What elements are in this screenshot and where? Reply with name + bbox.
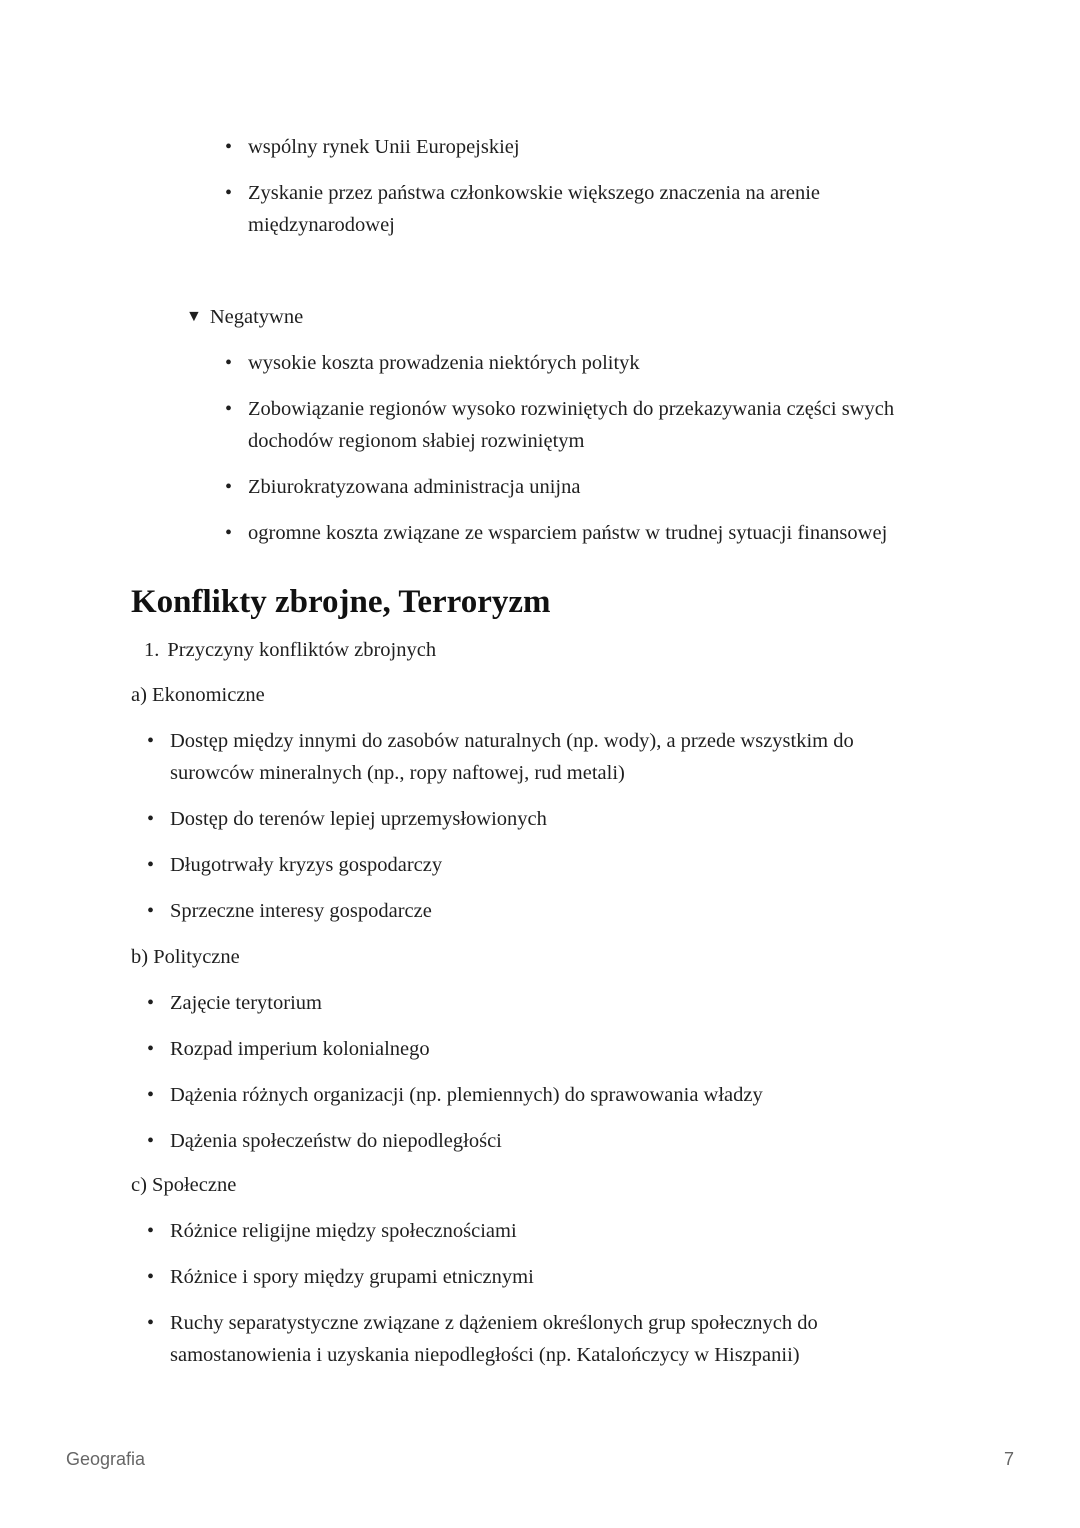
list-item: • Różnice i spory między grupami etnicznymi: [170, 1261, 940, 1293]
section-heading: Konflikty zbrojne, Terroryzm: [131, 584, 551, 620]
bullet-icon: •: [147, 808, 155, 830]
list-number: 1.: [144, 639, 160, 661]
bullet-icon: •: [147, 900, 155, 922]
bullet-icon: •: [147, 992, 155, 1014]
economic-label: a) Ekonomiczne: [131, 684, 265, 706]
political-list: [147, 987, 940, 1171]
list-item: • wysokie koszta prowadzenia niektórych polityk: [248, 347, 968, 379]
list-item: • Ruchy separatystyczne związane z dążeniem określonych grup społecznych do samostanowienia i uzyskania niepodległości (np. Katalończycy w Hiszpanii): [170, 1307, 940, 1371]
positive-list-continuation: [225, 131, 968, 255]
bullet-icon: •: [147, 1312, 155, 1334]
list-item: • Dążenia społeczeństw do niepodległości: [170, 1125, 940, 1157]
bullet-icon: •: [225, 398, 233, 420]
list-item: • Zbiurokratyzowana administracja unijna: [248, 471, 968, 503]
negative-list: [225, 347, 968, 563]
list-item: • Zajęcie terytorium: [170, 987, 940, 1019]
list-item: • Dostęp do terenów lepiej uprzemysłowionych: [170, 803, 940, 835]
list-item: • Rozpad imperium kolonialnego: [170, 1033, 940, 1065]
bullet-icon: •: [147, 1266, 155, 1288]
social-label: c) Społeczne: [131, 1174, 237, 1196]
toggle-label: Negatywne: [209, 306, 304, 328]
list-item: • Dążenia różnych organizacji (np. plemiennych) do sprawowania władzy: [170, 1079, 940, 1111]
list-item: • ogromne koszta związane ze wsparciem państw w trudnej sytuacji finansowej: [248, 517, 968, 549]
economic-list: [147, 725, 940, 941]
bullet-icon: •: [225, 476, 233, 498]
list-item: • wspólny rynek Unii Europejskiej: [248, 131, 968, 163]
list-item: • Dostęp między innymi do zasobów naturalnych (np. wody), a przede wszystkim do surowców mineralnych (np., ropy naftowej, rud metali): [170, 725, 940, 789]
bullet-icon: •: [225, 182, 233, 204]
bullet-icon: •: [147, 1220, 155, 1242]
negative-toggle[interactable]: [186, 301, 303, 333]
footer-subject: Geografia: [66, 1449, 146, 1469]
bullet-icon: •: [147, 730, 155, 752]
social-list: [147, 1215, 940, 1385]
bullet-icon: •: [147, 1130, 155, 1152]
list-item: • Zobowiązanie regionów wysoko rozwiniętych do przekazywania części swych dochodów regionom słabiej rozwiniętym: [248, 393, 968, 457]
political-label: b) Polityczne: [131, 946, 240, 968]
ordered-list-item: [144, 634, 436, 666]
page-number: 7: [1003, 1449, 1014, 1469]
list-item: • Sprzeczne interesy gospodarcze: [170, 895, 940, 927]
bullet-icon: •: [147, 1084, 155, 1106]
list-item: • Długotrwały kryzys gospodarczy: [170, 849, 940, 881]
list-item: • Zyskanie przez państwa członkowskie większego znaczenia na arenie międzynarodowej: [248, 177, 968, 241]
ordered-item-label: Przyczyny konfliktów zbrojnych: [167, 639, 437, 661]
bullet-icon: •: [147, 1038, 155, 1060]
bullet-icon: •: [225, 522, 233, 544]
bullet-icon: •: [225, 352, 233, 374]
triangle-down-icon[interactable]: ▼: [186, 308, 202, 325]
list-item: • Różnice religijne między społecznościami: [170, 1215, 940, 1247]
bullet-icon: •: [225, 136, 233, 158]
bullet-icon: •: [147, 854, 155, 876]
